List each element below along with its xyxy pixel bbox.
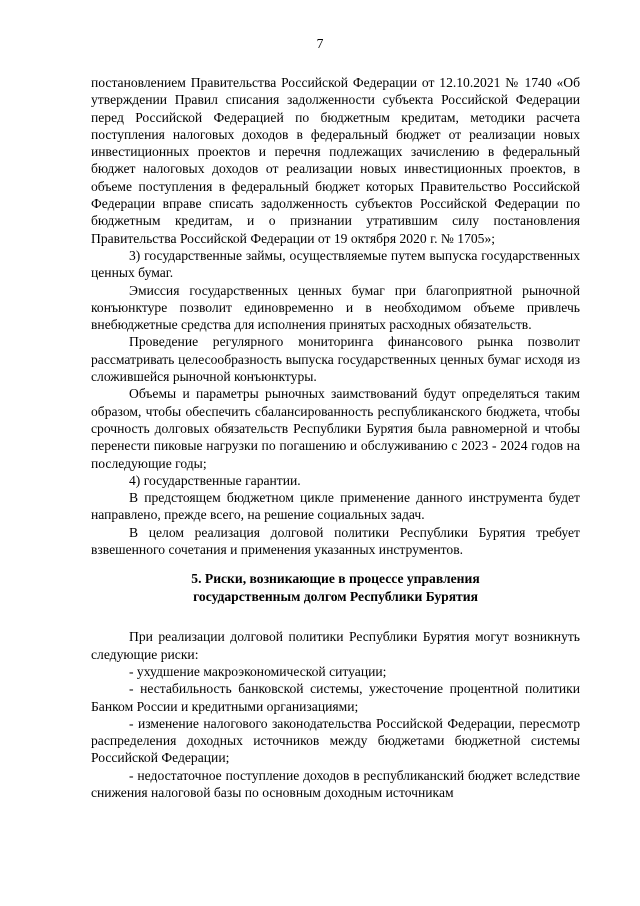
risk-item-tax-legislation: - изменение налогового законодательства Российской Федерации, пересмотр распределения доходных источников между бюджетами бюджетной системы Российской Федерации; — [91, 715, 580, 766]
paragraph-decree-reference: постановлением Правительства Российской Федерации от 12.10.2021 № 1740 «Об утверждении Правил списания задолженности субъекта Российской Федерации перед Российской Федерацией по бюджетным кредитам, методики расчета поступления налоговых доходов в федеральный бюджет от реализации новых инвестиционных проектов и перечня подлежащих зачислению в федеральный бюджет налоговых доходов от реализации новых инвестиционных проектов, в объеме поступления в федеральный бюджет которых Правительство Российской Федерации вправе списать задолженность субъектов Российской Федерации по бюджетным кредитам, и о признании утратившим силу постановления Правительства Российской Федерации от 19 октября 2020 г. № 1705»; — [91, 75, 580, 246]
section-heading-line-2: государственным долгом Республики Бурятия — [193, 589, 478, 605]
section-heading — [91, 570, 580, 606]
paragraph-debt-policy-summary: В целом реализация долговой политики Республики Бурятия требует взвешенного сочетания и применения указанных инструментов. — [91, 524, 580, 558]
risk-item-banking-system: - нестабильность банковской системы, ужесточение процентной политики Банком России и кредитными организациями; — [91, 681, 580, 714]
paragraph-budget-cycle: В предстоящем бюджетном цикле применение данного инструмента будет направлено, прежде всего, на решение социальных задач. — [91, 490, 580, 523]
page-body — [91, 74, 580, 801]
paragraph-market-monitoring: Проведение регулярного мониторинга финансового рынка позволит рассматривать целесообразность выпуска государственных ценных бумаг исходя из сложившейся рыночной конъюнктуры. — [91, 334, 580, 385]
paragraph-state-guarantees: 4) государственные гарантии. — [129, 472, 301, 488]
paragraph-securities-emission: Эмиссия государственных ценных бумаг при благоприятной рыночной конъюнктуре позволит единовременно и в необходимом объеме привлечь внебюджетные средства для исполнения принятых расходных обязательств. — [91, 282, 580, 333]
paragraph-state-loans: 3) государственные займы, осуществляемые путем выпуска государственных ценных бумаг. — [91, 247, 580, 281]
paragraph-risks-intro: При реализации долговой политики Республики Бурятия могут возникнуть следующие риски: — [91, 629, 580, 662]
risk-item-macroeconomic: - ухудшение макроэкономической ситуации; — [129, 663, 387, 679]
risk-item-insufficient-revenue: - недостаточное поступление доходов в республиканский бюджет вследствие снижения налоговой базы по основным доходным источникам — [91, 767, 580, 800]
heading-spacer — [91, 606, 580, 628]
page-number: 7 — [316, 36, 324, 51]
section-heading-line-1: 5. Риски, возникающие в процессе управления — [191, 571, 480, 587]
paragraph-borrowing-volumes: Объемы и параметры рыночных заимствований будут определяться таким образом, чтобы обеспечить сбалансированность республиканского бюджета, чтобы срочность долговых обязательств Республики Бурятия была равномерной и чтобы перенести пиковые нагрузки по погашению и обслуживанию с 2023 - 2024 годов на последующие годы; — [91, 386, 580, 471]
